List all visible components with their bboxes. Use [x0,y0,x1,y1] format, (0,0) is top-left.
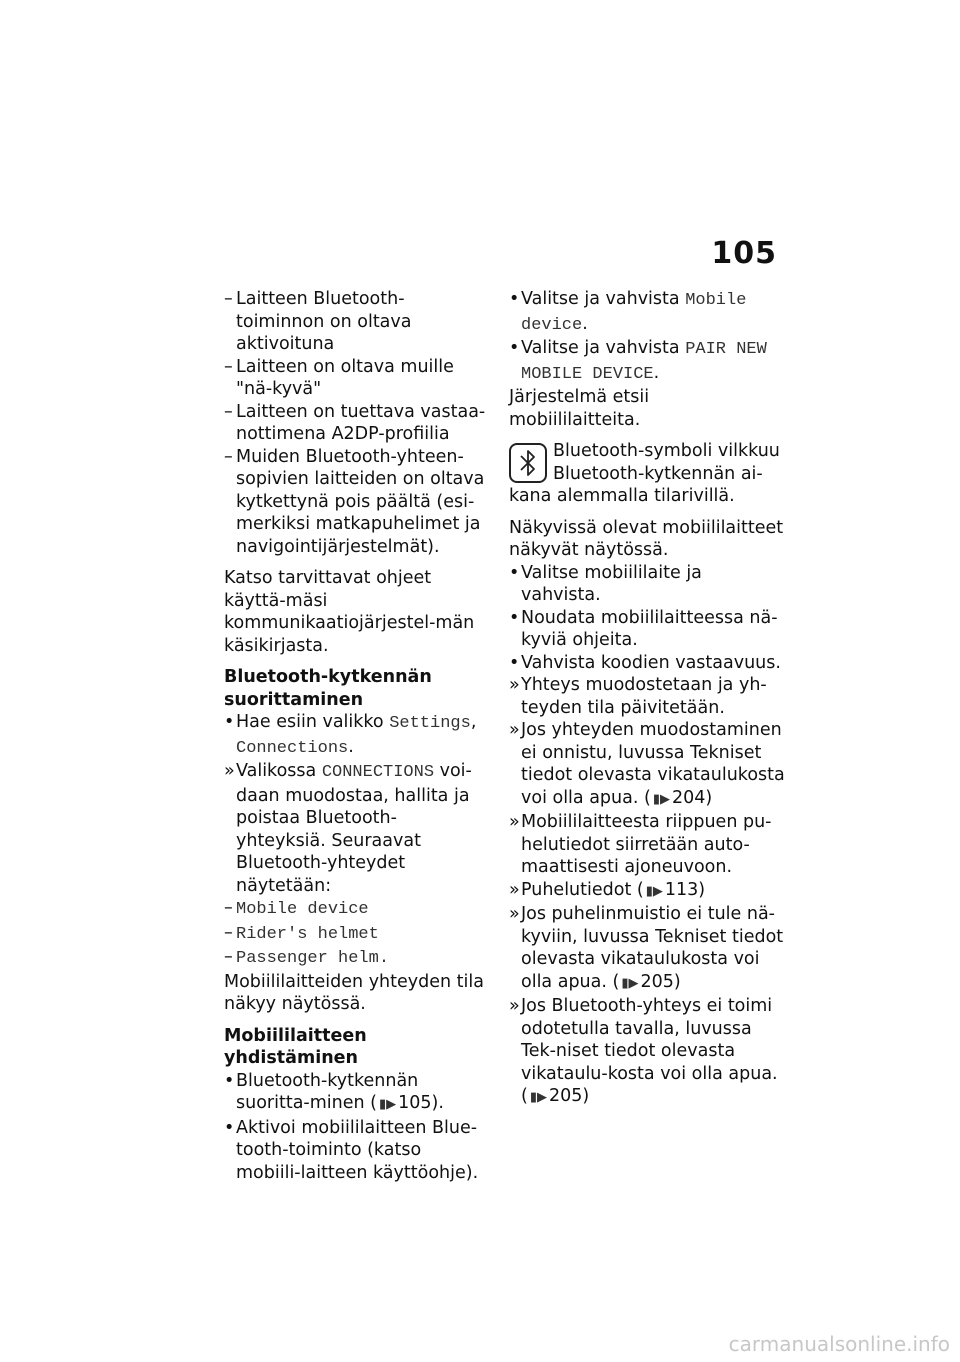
right-column [509,288,785,1110]
result-item: » Puhelutiedot ( ▮▶ 113) [509,879,785,904]
manual-note: Katso tarvittavat ohjeet käyttä-mäsi kommunikaatiojärjestel-män käsikirjasta. [224,568,475,656]
connection-type-item: – Passenger helm. [224,947,390,968]
requirement-item: – Laitteen on tuettava vastaa-nottimena A2DP-profiilia [224,401,486,444]
section-heading-bluetooth-connection: Bluetooth-kytkennän suorittaminen [224,667,432,710]
result-item: » Mobiililaitteesta riippuen pu-helutiedot siirretään auto-maattisesti ajoneuvoon. [509,812,772,877]
result-item: » Valikossa CONNECTIONS voi-daan muodostaa, hallita ja poistaa Bluetooth-yhteyksiä. Seuraavat Bluetooth-yhteydet näytetään: [224,761,472,896]
connection-type-item: – Rider's helmet [224,922,379,944]
requirement-item: – Laitteen on oltava muille "nä-kyvä" [224,356,454,399]
result-item: » Jos puhelinmuistio ei tule nä-kyviin, luvussa Tekniset tiedot olevasta vikataulukosta voi olla apua. ( ▮▶ 205) [509,903,785,995]
result-item: » Yhteys muodostetaan ja yh-teyden tila päivitetään. [509,675,767,718]
bluetooth-icon [509,443,547,483]
step-item: • Vahvista koodien vastaavuus. [509,652,781,673]
step-item: • Valitse ja vahvista Mobile device. [509,289,747,335]
visible-devices-note: Näkyvissä olevat mobiililaitteet näkyvät näytössä. [509,517,784,560]
bluetooth-hint: Bluetooth-symboli vilkkuu Bluetooth-kytkennän ai- kana alemmalla tilarivillä. [509,441,780,506]
step-item: • Bluetooth-kytkennän suoritta-minen ( ▮▶ 105). [224,1070,486,1117]
left-column [224,288,486,1184]
section-heading-pair-device: Mobiililaitteen yhdistäminen [224,1025,367,1068]
result-item: » Jos yhteyden muodostaminen ei onnistu, luvussa Tekniset tiedot olevasta vikataulukosta voi olla apua. ( ▮▶ 204) [509,719,785,811]
step-item: • Valitse mobiililaite ja vahvista. [509,562,702,605]
page-reference-icon: ▮▶ [645,883,663,899]
page-reference-icon: ▮▶ [652,791,670,807]
page-reference-icon: ▮▶ [378,1097,397,1112]
page-number: 105 [711,236,777,271]
watermark: carmanualsonline.info [728,1332,950,1356]
status-note: Mobiililaitteiden yhteyden tila näkyy näytössä. [224,971,484,1014]
system-search-note: Järjestelmä etsii mobiililaitteita. [509,387,650,430]
result-item: » Jos Bluetooth-yhteys ei toimi odotetulla tavalla, luvussa Tek-niset tiedot olevasta vikataulu-kosta voi olla apua. ( ▮▶ 205) [509,995,785,1110]
connection-type-item: – Mobile device [224,898,369,919]
step-item: • Valitse ja vahvista PAIR NEW MOBILE DEVICE. [509,338,767,384]
requirement-item: – Muiden Bluetooth-yhteen-sopivien laitteiden on oltava kytkettynä pois päältä (esi-merkiksi matkapuhelimet ja navigointijärjestelmät). [224,446,485,557]
requirement-item: – Laitteen Bluetooth-toiminnon on oltava aktivoituna [224,289,412,354]
step-item: • Noudata mobiililaitteessa nä-kyviä ohjeita. [509,607,778,650]
step-item: • Aktivoi mobiililaitteen Blue-tooth-toiminto (katso mobiili-laitteen käyttöohje). [224,1117,479,1183]
page-reference-icon: ▮▶ [529,1090,547,1105]
step-item: • Hae esiin valikko Settings, Connections. [224,712,477,758]
page-reference-icon: ▮▶ [621,975,639,991]
